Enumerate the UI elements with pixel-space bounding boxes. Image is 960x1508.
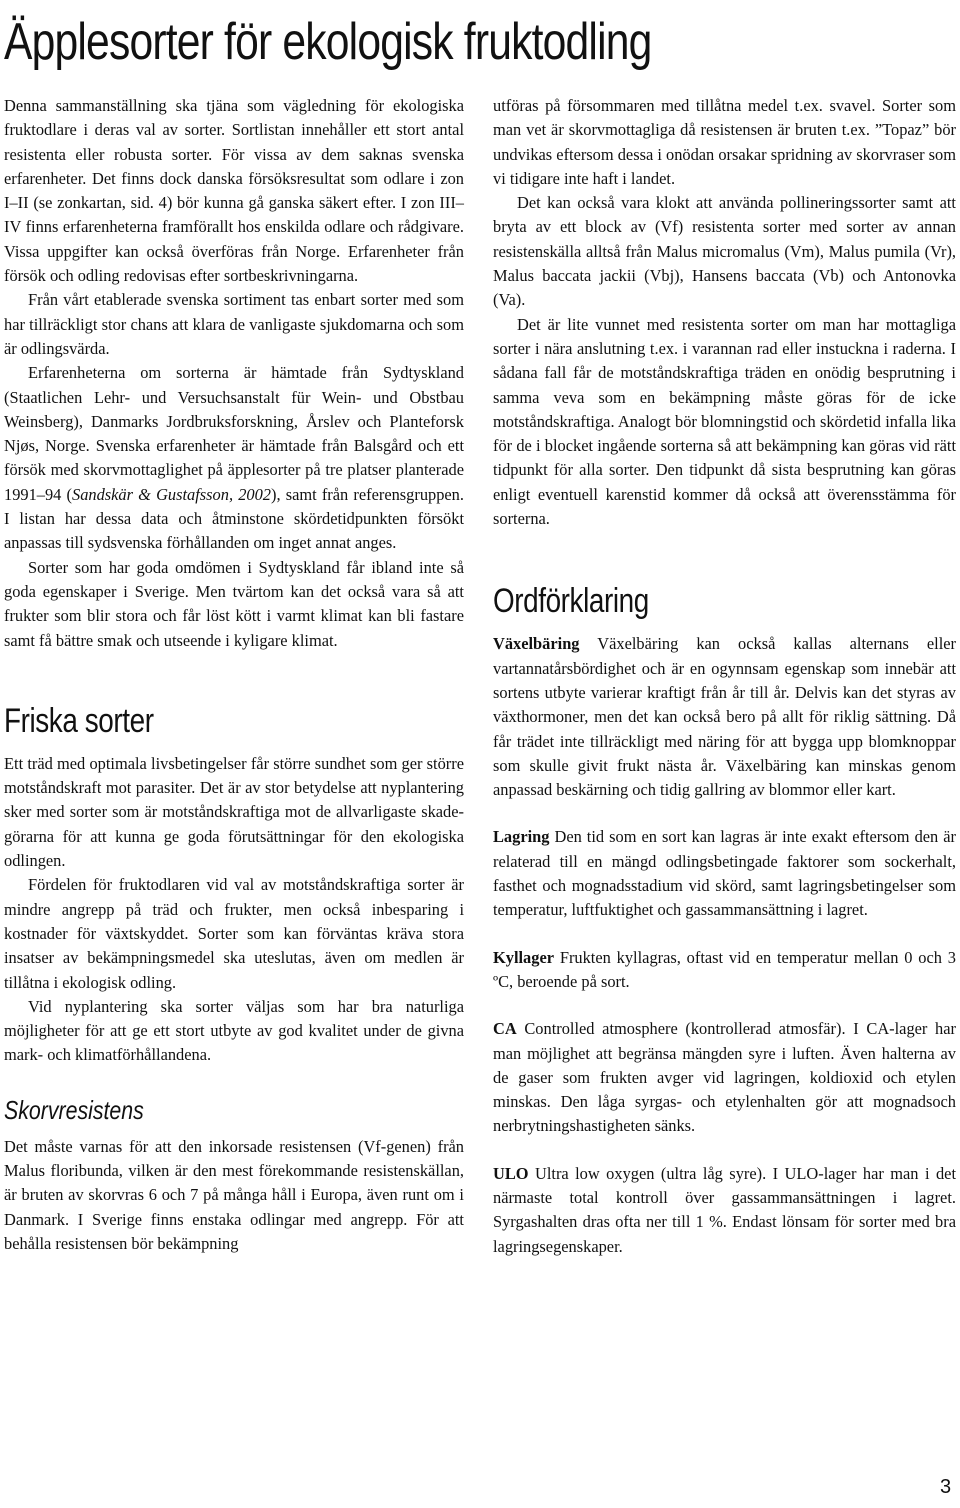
skorv-paragraph-2: utföras på försommaren med tillåtna medel t.ex. svavel. Sorter som man vet är skorvmottagliga då resistensen är bruten t.ex. ”Topaz” bör undvikas eftersom dessa i onödan orsakar spridning av skorvraser som vi tidigare inte haft i landet. bbox=[493, 96, 956, 188]
section-heading-ordforklaring: Ordförklaring bbox=[493, 582, 649, 621]
glossary-term: CA bbox=[493, 1019, 517, 1039]
intro-paragraph-2: Från vårt etablerade svenska sortiment tas enbart sorter med som har tillräckligt stor chans att klara de vanligaste sjukdomarna och som är odlingsvärda. bbox=[4, 290, 464, 358]
intro-paragraph-3-text-a: Erfarenheterna om sorterna är hämtade från Sydtyskland (Staatlichen Lehr- und Versuchsanstalt für Wein- und Obstbau Weinsberg), Danmarks Jordbruksforskning, Årslev och Planteforsk Njøs, Norge. Svenska erfarenheter är hämtade från Balsgård och ett försök med skorvmottaglighet på äpplesorter på tre platser planterade 1991–94 ( bbox=[4, 363, 464, 504]
left-column bbox=[4, 94, 464, 1256]
friska-paragraph-1: Ett träd med optimala livsbetingelser får större sundhet som ger större motståndskraft mot parasiter. Det är av stor betydelse att nyplantering sker med sorter som är motståndskraftiga mot de allvarligaste skadegörarna för att kunna ge goda förutsättningar för den ekologiska odlingen. bbox=[4, 753, 464, 871]
skorv-paragraph-1: Det måste varnas för att den inkorsade resistensen (Vf-genen) från Malus floribunda, vilken är den mest förekommande resistenskällan, är bruten av skorvras 6 och 7 på många håll i Europa, även runt om i Danmark. I Sverige finns enstaka odlingar med angrepp. För att behålla resistensen bör bekämpning bbox=[4, 1136, 464, 1253]
right-column bbox=[493, 94, 956, 1259]
friska-paragraph-2: Fördelen för fruktodlaren vid val av motståndskraftiga sorter är mindre angrepp på träd och frukter, men också inbesparing i kostnader för växtskyddet. Sorter som kan förväntas kräva stora insatser av bekämpningsmedel ska uteslutas, även om medlen är tillåtna i ekologisk odling. bbox=[4, 875, 464, 992]
skorv-paragraph-3: Det kan också vara klokt att använda pollineringssorter samt att bryta av ett block av (Vf) resistenta sorter med sorter av annan resistenskälla alltså från Malus micromalus (Vm), Malus pumila (Vr), Malus baccata jackii (Vbj), Hansens baccata (Vb) och Antonovka (Va). bbox=[493, 193, 956, 310]
section-heading-friska-sorter: Friska sorter bbox=[4, 701, 154, 740]
page-number: 3 bbox=[940, 1476, 952, 1498]
glossary-text: Ultra low oxygen (ultra låg syre). I ULO-lager har man i det närmaste total kontroll över gassammansättningen i lagret. Syrgashalten dras ofta ner till 1 %. Endast lönsam för sorter med bra lagringsegenskaper. bbox=[493, 1163, 956, 1256]
intro-paragraph-3-text-b: ), samt från referensgruppen. I listan har dessa data och åtminstone skördetidpunkten försökt anpassas till sydsvenska förhållanden om inget annat anges. bbox=[4, 484, 464, 553]
glossary-term: Växelbäring bbox=[493, 634, 580, 654]
friska-paragraph-3: Vid nyplantering ska sorter väljas som har bra naturliga möjligheter för att ge ett stort utbyte av god kvalitet under de givna mark- och klimatförhållandena. bbox=[4, 996, 464, 1065]
intro-paragraph-1: Denna sammanställning ska tjäna som vägledning för ekologiska fruktodlare i deras val av sorter. Sortlistan innehåller ett stort antal resistenta eller robusta sorter. För vissa av dem saknas svenska erfarenheter. Det finns dock danska försöksresultat som odlare i zon I–II (se zonkartan, sid. 4) bör kunna gå ganska säkert efter. I zon III–IV finns erfarenheterna framförallt hos enskilda odlare och rådgivare. Vissa uppgifter kan också överföras från Norge. Erfarenheter från försök och odling redovisas efter sortbeskrivningarna. bbox=[4, 96, 464, 286]
citation: Sandskär & Gustafsson, 2002 bbox=[72, 484, 271, 504]
glossary-text: Växelbäring kan också kallas alternans eller vartannatårsbördighet och är en ogynnsam egenskap som innebär att sortens utbyte varierar kraftigt från år till år. Delvis kan det styras av växthormoner, men det kan också bero på allt för riklig sättning. Då får trädet inte tillräckligt med näring för att bygga upp blomknoppar som skulle givit frukt nästa år. Växelbäring kan minskas genom anpassad beskärning och tidig gallring av blommor eller kart. bbox=[493, 634, 956, 800]
subsection-heading-skorvresistens: Skorvresistens bbox=[4, 1094, 144, 1125]
glossary-entry-kyllager bbox=[493, 946, 956, 995]
glossary-text: Den tid som en sort kan lagras är inte exakt eftersom den är relaterad till en mängd odlingsbetingade faktorer som sockerhalt, fasthet och mognadsstadium vid skörd, samt lagringsbetingelser som temperatur, luftfuktighet och gassammansättning i lagret. bbox=[493, 827, 956, 920]
glossary-entry-ulo bbox=[493, 1162, 956, 1259]
page-title: Äpplesorter för ekologisk fruktodling bbox=[4, 13, 652, 71]
glossary-term: Lagring bbox=[493, 827, 550, 847]
glossary-entry-lagring bbox=[493, 825, 956, 922]
glossary-text: Controlled atmosphere (kontrollerad atmosfär). I CA-lager har man möjlighet att begränsa mängden syre i luften. Även halterna av de gaser som frukten avger vid lagringen, koldioxid och etylen minskas. Den låga syrgas- och etylenhalten gör att mognadsoch nerbrytningshastigheten sänks. bbox=[493, 1019, 956, 1136]
glossary-entry-ca bbox=[493, 1017, 956, 1138]
glossary-text: Frukten kyllagras, oftast vid en temperatur mellan 0 och 3 ºC, beroende på sort. bbox=[493, 947, 956, 991]
glossary-entry-vaxelbaring bbox=[493, 632, 956, 802]
intro-paragraph-3 bbox=[4, 361, 464, 555]
glossary-term: ULO bbox=[493, 1163, 529, 1183]
intro-paragraph-4: Sorter som har goda omdömen i Sydtyskland får ibland inte så goda egenskaper i Sverige. Men tvärtom kan det också vara så att frukter som blir stora och får löst kött i varmt klimat kan bli fastare samt få bättre smak och utseende i kyligare klimat. bbox=[4, 557, 464, 650]
skorv-paragraph-4: Det är lite vunnet med resistenta sorter om man har mottagliga sorter i nära anslutning t.ex. i varannan rad eller instuckna i raderna. I sådana fall får de motståndskraftiga träden en onödig besprutning i samma veva som en bekämpning måste göras för de icke motståndskraftiga. Analogt bör blomningstid och skördetid infalla lika för de i blocket ingående sorterna så att bekämpning kan göras vid rätt tidpunkt för alla sorter. Den tidpunkt då sista besprutning kan göras enligt eventuell karenstid kommer då också att överensstämma för sorterna. bbox=[493, 314, 956, 529]
glossary-term: Kyllager bbox=[493, 947, 554, 967]
